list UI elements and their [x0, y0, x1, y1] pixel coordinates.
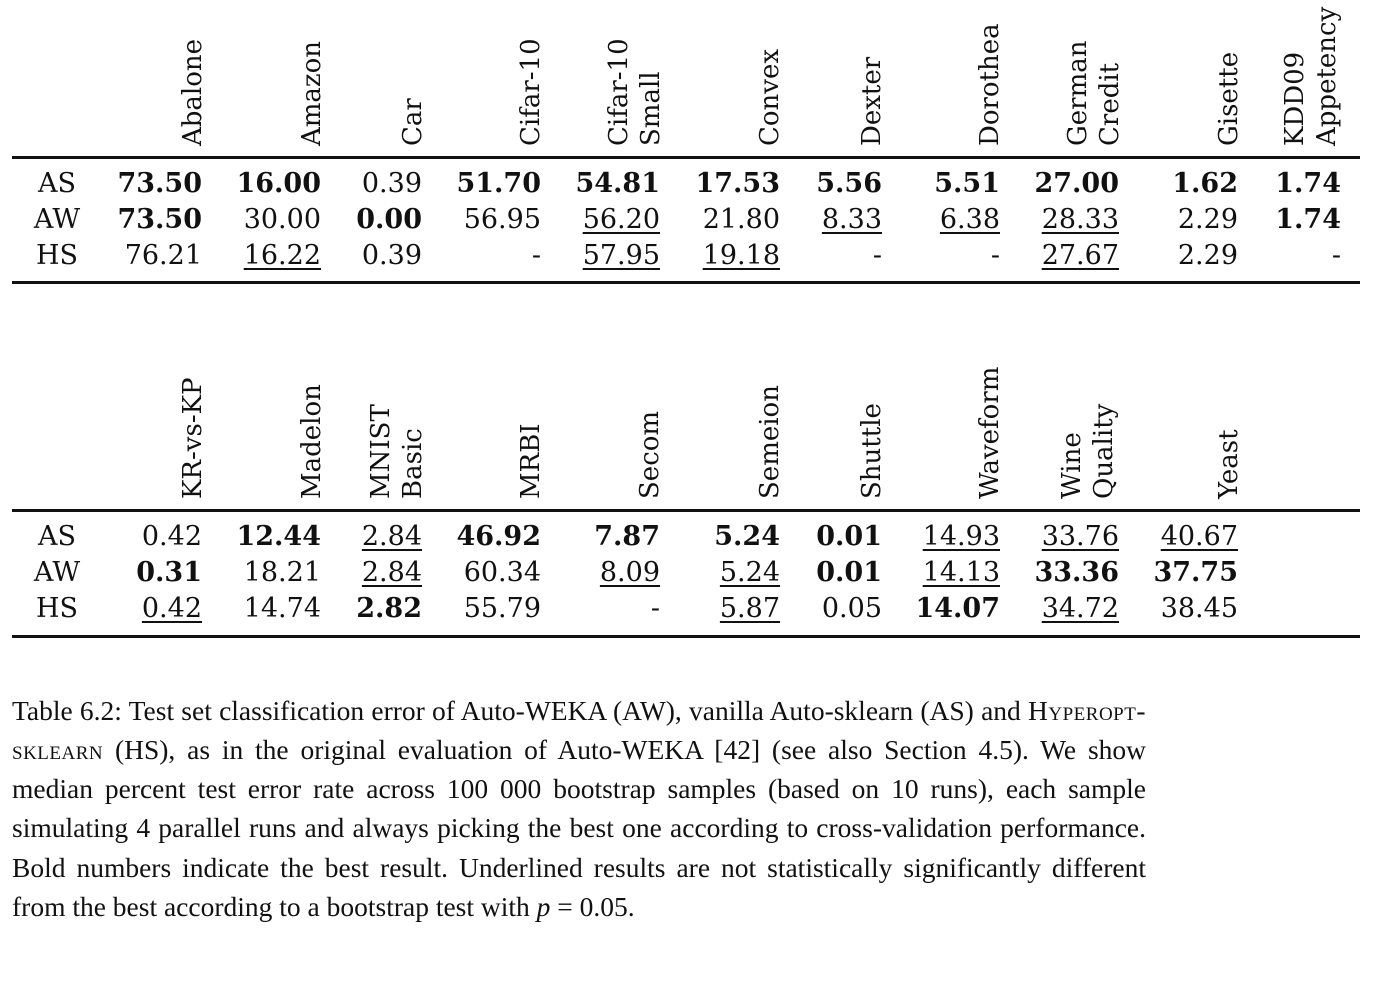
cell-value: 1.62 [1172, 168, 1238, 199]
table-cell [421, 555, 541, 591]
column-header-line: Waveform [975, 366, 1005, 499]
column-header [1056, 404, 1120, 499]
cell-value: 0.01 [816, 521, 882, 552]
table-cell [762, 166, 882, 202]
cell-value: 8.09 [599, 557, 660, 588]
table-cell [540, 238, 660, 274]
cell-value: 51.70 [456, 168, 541, 199]
column-header-line: Secom [635, 410, 665, 499]
cell-value: 56.95 [463, 204, 541, 235]
table-cell [1118, 591, 1238, 627]
table-cell [762, 555, 882, 591]
table-cell [999, 166, 1119, 202]
cell-value: 17.53 [695, 168, 780, 199]
cell-value: - [1331, 240, 1341, 271]
table-cell [999, 555, 1119, 591]
table-cell [302, 166, 422, 202]
column-header [1213, 52, 1245, 146]
column-header-line: Shuttle [857, 403, 887, 499]
caption-text-2: (HS), as in the original evaluation of Auto-WEKA [42] (see also Section 4.5). We show median percent test error rate across 100 000 bootstrap samples (based on 10 runs), each sample simulating 4 parallel runs and always picking the best one according to cross-validation performance. Bold numbers indicate the best result. Underlined results are not statistically significantly different from the best according to a bootstrap test with [12, 733, 1147, 922]
cell-value: 73.50 [117, 168, 202, 199]
cell-value: 0.42 [141, 521, 202, 552]
table-cell [880, 166, 1000, 202]
column-header-line: Dexter [857, 56, 887, 146]
caption-p-variable: p [536, 890, 551, 922]
cell-value: 27.00 [1034, 168, 1119, 199]
cell-value: - [650, 593, 660, 624]
cell-value: 16.22 [243, 240, 321, 271]
table-cell [421, 591, 541, 627]
cell-value: 6.38 [939, 204, 1000, 235]
caption-text-1: Test set classification error of Auto-WEKA (AW), vanilla Auto-sklearn (AS) and [128, 694, 1021, 726]
table-cell [762, 591, 882, 627]
cell-value: 55.79 [463, 593, 541, 624]
row-label: AS [38, 521, 76, 552]
table-cell [82, 555, 202, 591]
column-header [634, 411, 666, 499]
cell-value: 1.74 [1275, 168, 1341, 199]
table-cell [421, 166, 541, 202]
column-header-line: Basic [398, 428, 428, 499]
table-cell [999, 591, 1119, 627]
table-caption [12, 691, 1146, 927]
cell-value: 40.67 [1160, 521, 1238, 552]
column-header [296, 41, 328, 146]
column-header [1062, 41, 1126, 147]
cell-value: 76.21 [124, 240, 202, 271]
column-header-line: Amazon [297, 40, 327, 146]
caption-hs-name: Hyperopt-sklearn [12, 694, 1146, 765]
cell-value: 30.00 [243, 204, 321, 235]
cell-value: 54.81 [575, 168, 660, 199]
cell-value: 0.42 [141, 593, 202, 624]
table-cell [540, 166, 660, 202]
cell-value: 8.33 [821, 204, 882, 235]
column-header-line: Credit [1095, 62, 1125, 146]
column-header [1213, 429, 1245, 499]
cell-value: - [872, 240, 882, 271]
table-cell [1221, 202, 1341, 238]
table-cell [1118, 202, 1238, 238]
column-header-line: MRBI [516, 423, 546, 499]
cell-value: 56.20 [582, 204, 660, 235]
cell-value: 0.39 [361, 168, 422, 199]
table-cell [880, 238, 1000, 274]
cell-value: 19.18 [702, 240, 780, 271]
cell-value: 5.51 [934, 168, 1000, 199]
row-label: AW [33, 557, 81, 588]
column-header-line: KR-vs-KP [178, 377, 208, 499]
cell-value: 1.74 [1275, 204, 1341, 235]
table-cell [762, 238, 882, 274]
table-cell [540, 202, 660, 238]
cell-value: 60.34 [463, 557, 541, 588]
cell-value: - [531, 240, 541, 271]
table-cell [421, 238, 541, 274]
row-label: HS [35, 593, 79, 624]
cell-value: 5.24 [719, 557, 780, 588]
table-cell [999, 238, 1119, 274]
column-header-line: Cifar-10 [604, 38, 634, 146]
table-cell [82, 202, 202, 238]
column-header-line: MNIST [366, 404, 396, 499]
column-header-line: Quality [1089, 403, 1119, 499]
table-cell [302, 591, 422, 627]
cell-value: 0.01 [816, 557, 882, 588]
table-cell [1118, 238, 1238, 274]
table-cell [82, 166, 202, 202]
table-cell [540, 591, 660, 627]
column-header-line: Yeast [1214, 429, 1244, 499]
table-cell [1118, 166, 1238, 202]
cell-value: 0.05 [821, 593, 882, 624]
column-header-line: Wine [1057, 432, 1087, 499]
table-cell [880, 202, 1000, 238]
table-cell [762, 519, 882, 555]
table-rule-bottom [12, 281, 1360, 284]
cell-value: 73.50 [117, 204, 202, 235]
column-header [754, 385, 786, 499]
table-cell [880, 519, 1000, 555]
cell-value: 38.45 [1160, 593, 1238, 624]
cell-value: 21.80 [702, 204, 780, 235]
cell-value: 2.84 [361, 521, 422, 552]
column-header [296, 384, 328, 499]
table-cell [1221, 166, 1341, 202]
caption-text-3: = 0.05. [557, 890, 635, 922]
cell-value: 14.93 [922, 521, 1000, 552]
cell-value: 2.29 [1177, 240, 1238, 271]
column-header-line: Car [398, 98, 428, 146]
column-header [974, 23, 1006, 146]
column-header [856, 403, 888, 499]
column-header-line: Semeion [755, 385, 785, 499]
cell-value: 28.33 [1041, 204, 1119, 235]
cell-value: 2.29 [1177, 204, 1238, 235]
cell-value: 12.44 [236, 521, 321, 552]
cell-value: - [990, 240, 1000, 271]
table-rule-top [12, 509, 1360, 512]
cell-value: 5.24 [714, 521, 780, 552]
column-header-line: Cifar-10 [516, 38, 546, 146]
column-header [856, 57, 888, 146]
column-header [397, 98, 429, 146]
table-cell [421, 519, 541, 555]
cell-value: 5.87 [719, 593, 780, 624]
table-cell [82, 519, 202, 555]
cell-value: 5.56 [816, 168, 882, 199]
table-rule-bottom [12, 635, 1360, 638]
column-header-line: Appetency [1312, 6, 1342, 146]
table-cell [540, 555, 660, 591]
table-cell [762, 202, 882, 238]
column-header [515, 38, 547, 146]
table-rule-top [12, 156, 1360, 159]
table-cell [302, 238, 422, 274]
cell-value: 46.92 [456, 521, 541, 552]
cell-value: 37.75 [1153, 557, 1238, 588]
column-header [754, 49, 786, 146]
cell-value: 33.76 [1041, 521, 1119, 552]
table-cell [880, 591, 1000, 627]
table-cell [82, 238, 202, 274]
column-header [1279, 7, 1343, 146]
column-header [177, 39, 209, 146]
caption-lead: Table 6.2: [12, 694, 122, 726]
column-header-line: Abalone [178, 38, 208, 146]
table-cell [302, 519, 422, 555]
table-cell [421, 202, 541, 238]
table-cell [540, 519, 660, 555]
row-label: AW [33, 204, 81, 235]
cell-value: 0.31 [136, 557, 202, 588]
table-cell [999, 519, 1119, 555]
cell-value: 33.36 [1034, 557, 1119, 588]
table-cell [999, 202, 1119, 238]
column-header [365, 404, 429, 499]
table-cell [880, 555, 1000, 591]
cell-value: 34.72 [1041, 593, 1119, 624]
column-header-line: Convex [755, 48, 785, 146]
column-header-line: KDD09 [1280, 51, 1310, 146]
column-header-line: German [1063, 40, 1093, 146]
table-cell [1221, 238, 1341, 274]
cell-value: 2.84 [361, 557, 422, 588]
column-header-line: Madelon [297, 384, 327, 499]
table-cell [1118, 555, 1238, 591]
cell-value: 27.67 [1041, 240, 1119, 271]
column-header-line: Dorothea [975, 23, 1005, 146]
cell-value: 14.74 [243, 593, 321, 624]
column-header [603, 38, 667, 146]
cell-value: 0.39 [361, 240, 422, 271]
column-header [177, 377, 209, 499]
cell-value: 14.07 [915, 593, 1000, 624]
column-header-line: Gisette [1214, 51, 1244, 146]
table-cell [302, 555, 422, 591]
column-header-line: Small [636, 71, 666, 146]
cell-value: 14.13 [922, 557, 1000, 588]
table-cell [1118, 519, 1238, 555]
table-cell [302, 202, 422, 238]
cell-value: 18.21 [243, 557, 321, 588]
column-header [974, 367, 1006, 499]
cell-value: 0.00 [356, 204, 422, 235]
row-label: HS [35, 240, 79, 271]
column-header [515, 423, 547, 499]
cell-value: 2.82 [356, 593, 422, 624]
table-cell [82, 591, 202, 627]
cell-value: 16.00 [236, 168, 321, 199]
row-label: AS [38, 168, 76, 199]
cell-value: 57.95 [582, 240, 660, 271]
cell-value: 7.87 [594, 521, 660, 552]
